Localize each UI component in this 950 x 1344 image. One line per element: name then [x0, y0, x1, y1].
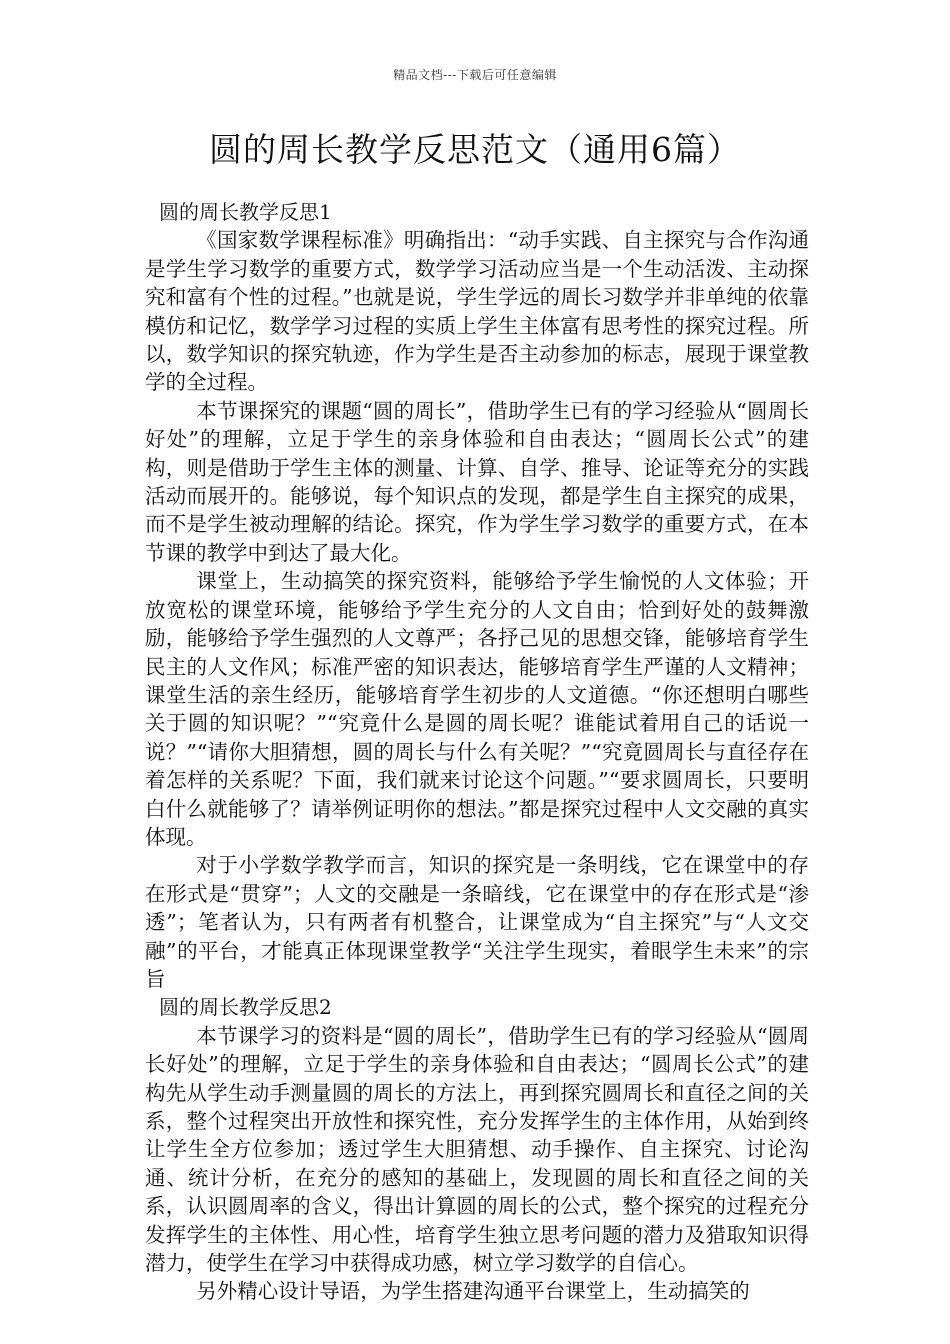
paragraph: 本节课探究的课题“圆的周长”，借助学生已有的学习经验从“圆周长好处”的理解，立足于学生的亲身体验和自由表达；“圆周长公式”的建构，则是借助于学生主体的测量、计算、自学、推导、论证等充分的实践活动而展开的。能够说，每个知识点的发现，都是学生自主探究的成果，而不是学生被动理解的结论。探究，作为学生学习数学的重要方式，在本节课的教学中到达了最大化。: [145, 398, 809, 565]
paragraph: 另外精心设计导语，为学生搭建沟通平台课堂上，生动搞笑的: [196, 1279, 750, 1304]
paragraph: 本节课学习的资料是“圆的周长”，借助学生已有的学习经验从“圆周长好处”的理解，立足于学生的亲身体验和自由表达；“圆周长公式”的建构先从学生动手测量圆的周长的方法上，再到探究圆周长和直径之间的关系，整个过程突出开放性和探究性，充分发挥学生的主体作用，从始到终让学生全方位参加；透过学生大胆猜想、动手操作、自主探究、讨论沟通、统计分析，在充分的感知的基础上，发现圆的周长和直径之间的关系，认识圆周率的含义，得出计算圆的周长的公式，整个探究的过程充分发挥学生的主体性、用心性，培育学生独立思考问题的潜力及猎取知识得潜力，使学生在学习中获得成功感，树立学习数学的自信心。: [145, 1023, 809, 1276]
paragraph: 课堂上，生动搞笑的探究资料，能够给予学生愉悦的人文体验；开放宽松的课堂环境，能够给予学生充分的人文自由；恰到好处的鼓舞激励，能够给予学生强烈的人文尊严；各抒己见的思想交锋，能够培育学生民主的人文作风；标准严密的知识表达，能够培育学生严谨的人文精神；课堂生活的亲生经历，能够培育学生初步的人文道德。“你还想明白哪些关于圆的知识呢？”“究竟什么是圆的周长呢？谁能试着用自己的话说一说？”“请你大胆猜想，圆的周长与什么有关呢？”“究竟圆周长与直径存在着怎样的关系呢？下面，我们就来讨论这个问题。”“要求圆周长，只要明白什么就能够了？请举例证明你的想法。”都是探究过程中人文交融的真实体现。: [145, 569, 809, 849]
paragraph: 对于小学数学教学而言，知识的探究是一条明线，它在课堂中的存在形式是“贯穿”；人文的交融是一条暗线，它在课堂中的存在形式是“渗透”；笔者认为，只有两者有机整合，让课堂成为“自主探究”与“人文交融”的平台，才能真正体现课堂教学“关注学生现实，着眼学生未来”的宗旨: [145, 853, 809, 991]
header-note: 精品文档---下载后可任意编辑: [393, 68, 557, 82]
section-heading: 圆的周长教学反思2: [159, 995, 332, 1020]
paragraph: 《国家数学课程标准》明确指出：“动手实践、自主探究与合作沟通是学生学习数学的重要方式，数学学习活动应当是一个生动活泼、主动探究和富有个性的过程。”也就是说，学生学远的周长习数学并非单纯的依靠模仿和记忆，数学学习过程的实质上学生主体富有思考性的探究过程。所以，数学知识的探究轨迹，作为学生是否主动参加的标志，展现于课堂教学的全过程。: [145, 228, 809, 395]
section-heading: 圆的周长教学反思1: [159, 200, 332, 224]
document-body: [145, 198, 809, 1306]
document-title: 圆的周长教学反思范文（通用6篇）: [209, 130, 741, 169]
